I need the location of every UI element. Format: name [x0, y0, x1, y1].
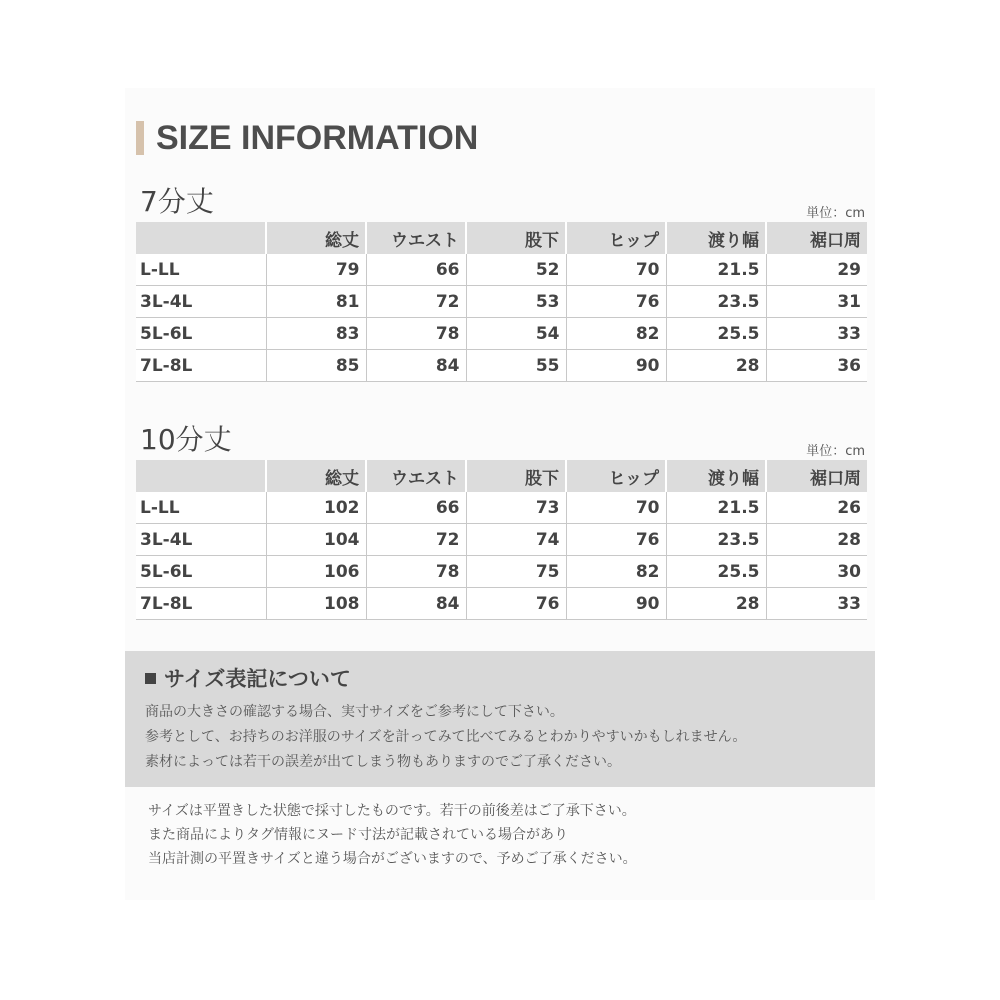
footer-line: サイズは平置きした状態で採寸したものです。若干の前後差はご了承下さい。: [148, 803, 636, 819]
table-header-row: [136, 222, 867, 254]
note-line: 素材によっては若干の誤差が出てしまう物もありますのでご了承ください。: [145, 754, 621, 770]
table-cell: 52: [466, 254, 566, 286]
table-cell: 85: [266, 350, 366, 382]
column-header: ウエスト: [366, 222, 466, 254]
column-header: [136, 222, 266, 254]
table-cell: 76: [466, 588, 566, 620]
table-cell: 28: [666, 350, 766, 382]
table-cell: 29: [766, 254, 867, 286]
column-header: ヒップ: [566, 222, 666, 254]
table-cell: 75: [466, 556, 566, 588]
size-label: L-LL: [136, 492, 266, 524]
column-header: ヒップ: [566, 460, 666, 492]
table-cell: 30: [766, 556, 867, 588]
table-cell: 66: [366, 254, 466, 286]
table-cell: 23.5: [666, 524, 766, 556]
table-row: [136, 318, 867, 350]
footer-line: また商品によりタグ情報にヌード寸法が記載されている場合があり: [148, 827, 568, 843]
table-cell: 25.5: [666, 318, 766, 350]
column-header: 股下: [466, 460, 566, 492]
size-label: 3L-4L: [136, 286, 266, 318]
table-cell: 25.5: [666, 556, 766, 588]
size-label: 5L-6L: [136, 318, 266, 350]
size-label: 7L-8L: [136, 350, 266, 382]
table-cell: 28: [666, 588, 766, 620]
size-label: 3L-4L: [136, 524, 266, 556]
table-cell: 78: [366, 556, 466, 588]
table-row: [136, 556, 867, 588]
size-table-7bu: [136, 222, 867, 382]
table-cell: 26: [766, 492, 867, 524]
table-cell: 84: [366, 350, 466, 382]
square-bullet-icon: [145, 673, 156, 684]
table-cell: 72: [366, 524, 466, 556]
size-note-box: [125, 651, 875, 787]
table-cell: 108: [266, 588, 366, 620]
note-heading: [145, 663, 351, 693]
table-cell: 70: [566, 254, 666, 286]
table-cell: 28: [766, 524, 867, 556]
table-cell: 54: [466, 318, 566, 350]
table-row: [136, 524, 867, 556]
note-line: 商品の大きさの確認する場合、実寸サイズをご参考にして下さい。: [145, 704, 564, 720]
table-cell: 73: [466, 492, 566, 524]
column-header: 渡り幅: [666, 222, 766, 254]
table-cell: 74: [466, 524, 566, 556]
table-row: [136, 286, 867, 318]
table-cell: 84: [366, 588, 466, 620]
table-row: [136, 492, 867, 524]
table-7bu-title: 7分丈: [140, 185, 214, 218]
table-header-row: [136, 460, 867, 492]
table-cell: 81: [266, 286, 366, 318]
table-cell: 78: [366, 318, 466, 350]
table-row: [136, 350, 867, 382]
size-label: 7L-8L: [136, 588, 266, 620]
table-cell: 90: [566, 350, 666, 382]
table-cell: 23.5: [666, 286, 766, 318]
table-cell: 79: [266, 254, 366, 286]
column-header: 裾口周: [766, 222, 867, 254]
table-cell: 36: [766, 350, 867, 382]
table-row: [136, 588, 867, 620]
table-cell: 76: [566, 286, 666, 318]
table-cell: 82: [566, 318, 666, 350]
table-cell: 83: [266, 318, 366, 350]
table-cell: 90: [566, 588, 666, 620]
table-10bu-unit: 単位：cm: [806, 444, 865, 459]
column-header: 股下: [466, 222, 566, 254]
size-table-10bu: [136, 460, 867, 620]
table-cell: 104: [266, 524, 366, 556]
page-title: SIZE INFORMATION: [156, 118, 479, 157]
table-cell: 66: [366, 492, 466, 524]
table-cell: 21.5: [666, 492, 766, 524]
footer-line: 当店計測の平置きサイズと違う場合がございますので、予めご了承ください。: [148, 851, 637, 867]
table-cell: 76: [566, 524, 666, 556]
table-cell: 53: [466, 286, 566, 318]
table-10bu-title: 10分丈: [140, 423, 232, 456]
column-header: [136, 460, 266, 492]
column-header: ウエスト: [366, 460, 466, 492]
size-label: L-LL: [136, 254, 266, 286]
page-header: [136, 120, 478, 156]
table-7bu-unit: 単位：cm: [806, 206, 865, 221]
column-header: 渡り幅: [666, 460, 766, 492]
table-cell: 55: [466, 350, 566, 382]
table-cell: 33: [766, 318, 867, 350]
note-line: 参考として、お持ちのお洋服のサイズを計ってみて比べてみるとわかりやすいかもしれません。: [145, 729, 747, 745]
table-cell: 72: [366, 286, 466, 318]
table-cell: 21.5: [666, 254, 766, 286]
table-cell: 70: [566, 492, 666, 524]
column-header: 総丈: [266, 460, 366, 492]
table-row: [136, 254, 867, 286]
column-header: 裾口周: [766, 460, 867, 492]
note-heading-text: サイズ表記について: [164, 667, 351, 691]
table-cell: 102: [266, 492, 366, 524]
accent-bar: [136, 121, 144, 155]
column-header: 総丈: [266, 222, 366, 254]
table-cell: 82: [566, 556, 666, 588]
table-cell: 33: [766, 588, 867, 620]
size-label: 5L-6L: [136, 556, 266, 588]
table-cell: 106: [266, 556, 366, 588]
table-cell: 31: [766, 286, 867, 318]
